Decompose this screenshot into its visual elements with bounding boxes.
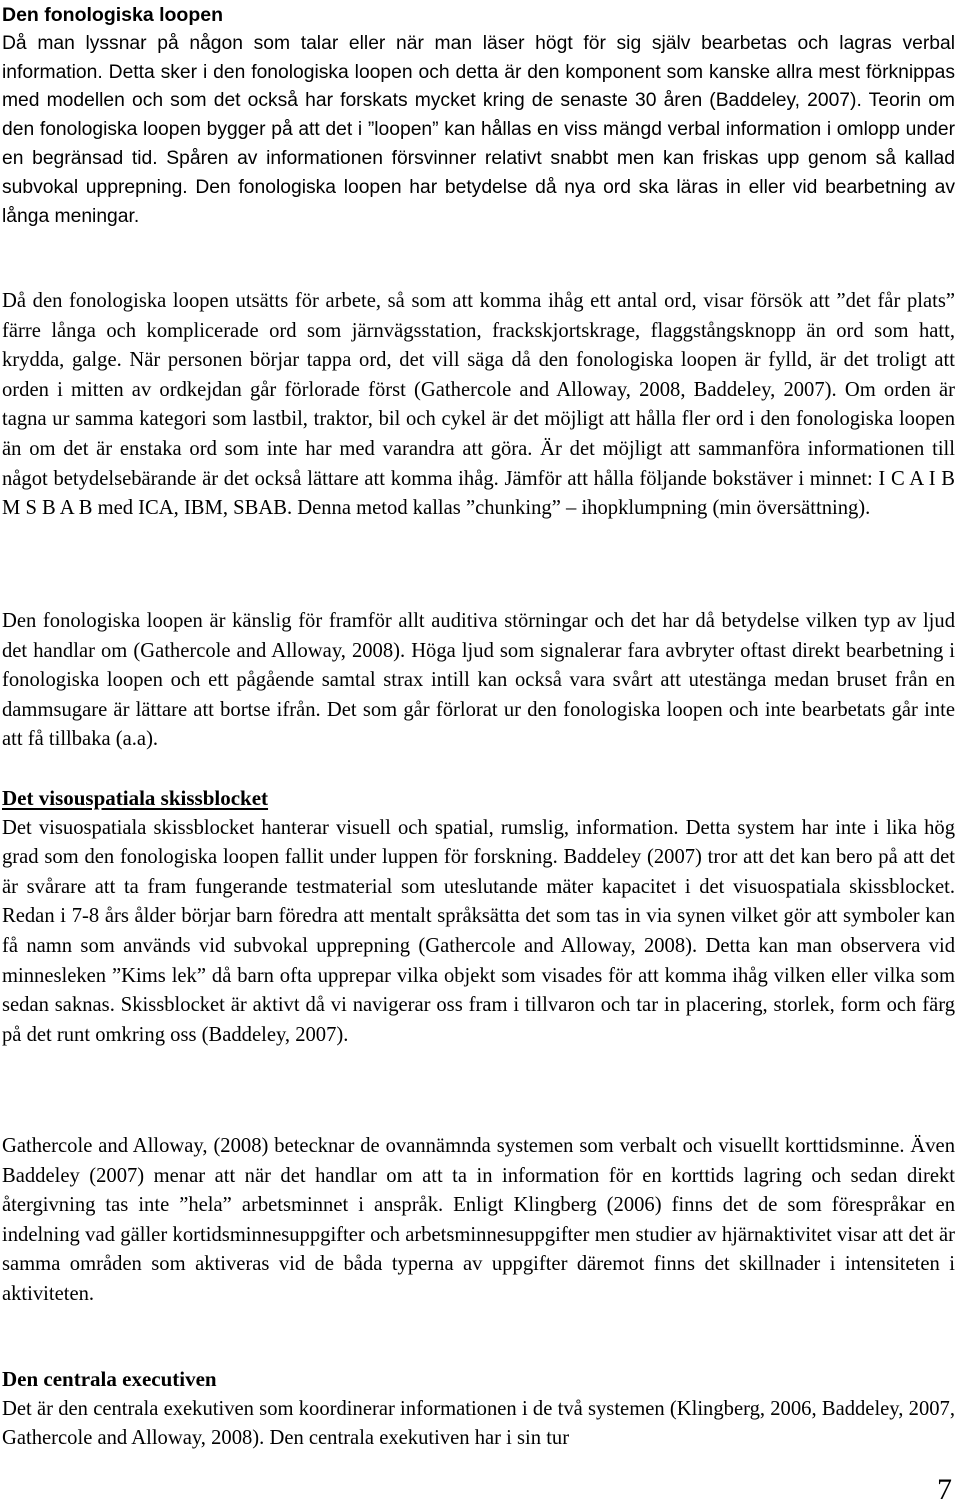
section-fonologiska-loopen-intro (2, 1, 955, 231)
paragraph: Det är den centrala exekutiven som koordinerar informationen i de två systemen (Klingberg, 2006, Baddeley, 2007, Gathercole and Alloway, 2008). Den centrala exekutiven har i sin tur (2, 1397, 955, 1450)
paragraph (2, 287, 955, 524)
page-number: 7 (937, 1473, 952, 1506)
paragraph-text: Den fonologiska loopen är känslig för framför allt auditiva störningar och det har då betydelse vilken typ av ljud det handlar om (Gathercole and Alloway, 2008). Höga ljud som signalerar fara avbryter oftast direkt bearbetning i fonologiska loopen och ett pågående samtal strax intill kan också vara svårt att utestänga medan bruset från en dammsugare är lättare att bortse ifrån. Det som går förlorat ur den fonologiska loopen och inte bearbetats går inte att få tillbaka (a.a). (2, 610, 955, 751)
section-visuospatiala (2, 784, 955, 1050)
section-heading: Den fonologiska loopen (2, 4, 224, 26)
paragraph (2, 1132, 955, 1310)
section-heading: Den centrala executiven (2, 1367, 217, 1391)
paragraph-text: Gathercole and Alloway, (2008) betecknar de ovannämnda systemen som verbalt och visuellt korttidsminne. Även Baddeley (2007) menar att när det handlar om att ta in information för en korttids lagring och sedan direkt återgivning tas inte ”hela” arbetsminnet i anspråk. Enligt Klingberg (2006) finns det de som förespråkar en indelning vad gäller kortidsminnesuppgifter och arbetsminnesuppgifter men studier av hjärnaktivitet visar att det är samma områden som aktiveras vid de båda typerna av uppgifter däremot finns det skillnader i intensiteten i aktiviteten. (2, 1135, 955, 1305)
paragraph (2, 607, 955, 755)
paragraph: Det visuospatiala skissblocket hanterar visuell och spatial, rumslig, information. Detta system har inte i lika hög grad som den fonologiska loopen fallit under luppen för forskning. Baddeley (2007) tror att det kan bero på att det är svårare att ta fram fungerande testmaterial som uteslutande mäter kapacitet i det visuospatiala skissblocket. Redan i 7-8 års ålder börjar barn föredra att mentalt språksätta det som tas in via synen vilket gör att symboler kan få namn som används vid subvokal upprepning (Gathercole and Alloway, 2008). Detta kan man observera vid minnesleken ”Kims lek” då barn ofta upprepar vilka objekt som visades för att komma ihåg vilken eller vilka som sedan saknas. Skissblocket är aktivt då vi navigerar oss fram i tillvaron och tar in placering, storlek, form och färg på det runt omkring oss (Baddeley, 2007). (2, 816, 955, 1046)
section-centrala-executiven (2, 1365, 955, 1454)
paragraph: Då man lyssnar på någon som talar eller när man läser högt för sig själv bearbetas och lagras verbal information. Detta sker i den fonologiska loopen och detta är den komponent som kanske allra mest förknippas med modellen och som det också har forskats mycket kring de senaste 30 åren (Baddeley, 2007). Teorin om den fonologiska loopen bygger på att det i ”loopen” kan hållas en viss mängd verbal information i omlopp under en begränsad tid. Spåren av informationen försvinner relativt snabbt men kan friskas upp genom så kallad subvokal upprepning. Den fonologiska loopen har betydelse då nya ord ska läras in eller vid bearbetning av långa meningar. (2, 32, 955, 227)
paragraph-text: Då den fonologiska loopen utsätts för arbete, så som att komma ihåg ett antal ord, visar försök att ”det får plats” färre långa och komplicerade ord som järnvägsstation, frackskjortskrage, flaggstångsknopp än ord som hatt, krydda, galge. När personen börjar tappa ord, det vill säga då den fonologiska loopen är fylld, är det troligt att orden i mitten av ordkejdan går förlorade först (Gathercole and Alloway, 2008, Baddeley, 2007). Om orden är tagna ur samma kategori som lastbil, traktor, bil och cykel är det möjligt att hålla fler ord i den fonologiska loopen än om det är enstaka ord som inte har med varandra att göra. Är det möjligt att sammanföra informationen till något betydelsebärande är det också lättare att komma ihåg. Jämför att hålla följande bokstäver i minnet: I C A I B M S B A B med ICA, IBM, SBAB. Denna metod kallas ”chunking” – ihopklumpning (min översättning). (2, 290, 955, 520)
section-heading: Det visouspatiala skissblocket (2, 786, 269, 810)
